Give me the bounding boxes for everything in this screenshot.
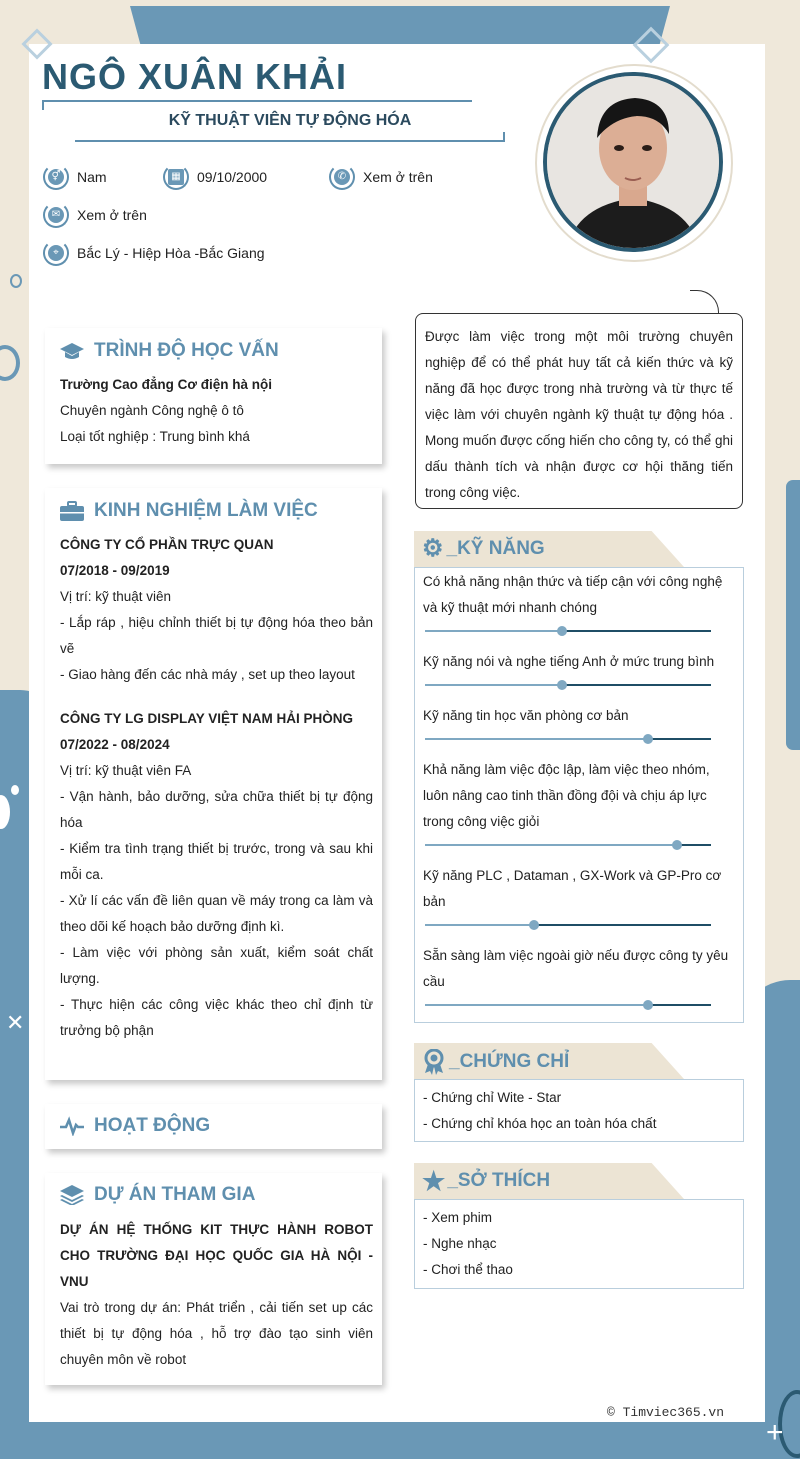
- gear-icon: ⚙: [422, 535, 444, 562]
- experience-body: [60, 532, 373, 1044]
- job-company: CÔNG TY LG DISPLAY VIỆT NAM HẢI PHÒNG: [60, 711, 354, 726]
- skill-bar-dot: [557, 626, 567, 636]
- education-body: [60, 372, 373, 450]
- skill-bar: [425, 738, 711, 740]
- bottom-blob: [0, 1416, 800, 1459]
- activities-heading: [60, 1115, 210, 1137]
- skill-bar-fill: [425, 684, 562, 686]
- award-icon: [422, 1049, 446, 1075]
- skills-box: [414, 567, 744, 1023]
- certificates-title: _CHỨNG CHỈ: [449, 1051, 570, 1072]
- graduation-cap-icon: [60, 341, 84, 361]
- skill-bar-dot: [529, 920, 539, 930]
- skill-bar-dot: [557, 680, 567, 690]
- phone-value: Xem ở trên: [363, 169, 433, 185]
- project-role: Vai trò trong dự án: Phát triển , cải tiến set up các thiết bị tự động hóa , hỗ trợ đào tạo sinh viên chuyên môn về robot: [60, 1300, 373, 1367]
- job-company: CÔNG TY CỔ PHẦN TRỰC QUAN: [60, 537, 274, 552]
- skill-label: Sẵn sàng làm việc ngoài giờ nếu được công ty yêu cầu: [423, 948, 729, 989]
- activities-title: HOẠT ĐỘNG: [94, 1115, 211, 1136]
- job-line: - Xử lí các vấn đề liên quan về máy trong ca làm và theo dõi kế hoạch bảo dưỡng định kì.: [60, 893, 373, 934]
- skills-heading-title: [422, 537, 545, 561]
- birthdate-value: 09/10/2000: [197, 169, 268, 185]
- title-underline-tick: [503, 132, 505, 142]
- phone-info: [329, 164, 433, 190]
- projects-heading: [60, 1184, 255, 1206]
- skill-bar-dot: [672, 840, 682, 850]
- skills-title: _KỸ NĂNG: [446, 538, 545, 559]
- skill-bar-fill: [425, 738, 648, 740]
- briefcase-icon: [60, 501, 84, 521]
- skill-label: Có khả năng nhận thức và tiếp cận với công nghệ và kỹ thuật mới nhanh chóng: [423, 574, 723, 615]
- x-decor-icon: ✕: [6, 1010, 25, 1035]
- layers-icon: [60, 1185, 84, 1205]
- skill-bar-fill: [425, 1004, 648, 1006]
- job-entry: [60, 532, 373, 688]
- hobbies-heading: [414, 1163, 684, 1199]
- name-underline-tick: [42, 100, 44, 110]
- skills-heading: [414, 531, 684, 567]
- job-period: 07/2018 - 09/2019: [60, 563, 170, 578]
- hobby-item: - Chơi thể thao: [423, 1262, 513, 1277]
- experience-title: KINH NGHIỆM LÀM VIỆC: [94, 500, 318, 521]
- title-underline: [75, 140, 505, 142]
- certificates-box: [414, 1079, 744, 1142]
- experience-card: [45, 488, 382, 1080]
- dot-decor: [11, 785, 19, 795]
- job-line: Vị trí: kỹ thuật viên FA: [60, 763, 192, 778]
- job-period: 07/2022 - 08/2024: [60, 737, 170, 752]
- skill-bar: [425, 844, 711, 846]
- graduation-grade: Loại tốt nghiệp : Trung bình khá: [60, 429, 250, 444]
- phone-icon: ✆: [329, 164, 355, 190]
- job-line: - Thực hiện các công việc khác theo chỉ định từ trưởng bộ phận: [60, 997, 373, 1038]
- skill-bar: [425, 1004, 711, 1006]
- major: Chuyên ngành Công nghệ ô tô: [60, 403, 244, 418]
- skill-bar-dot: [643, 1000, 653, 1010]
- hobby-item: - Nghe nhạc: [423, 1236, 497, 1251]
- project-name: DỰ ÁN HỆ THỐNG KIT THỰC HÀNH ROBOT CHO TRƯỜNG ĐẠI HỌC QUỐC GIA HÀ NỘI -VNU: [60, 1222, 373, 1289]
- skill-bar-dot: [643, 734, 653, 744]
- job-line: - Lắp ráp , hiệu chỉnh thiết bị tự động hóa theo bản vẽ: [60, 615, 373, 656]
- portrait-illustration: [547, 76, 719, 248]
- address-info: [43, 240, 265, 266]
- activities-card: [45, 1104, 382, 1149]
- footer-credit: © Timviec365.vn: [607, 1405, 725, 1420]
- education-heading: [60, 340, 279, 362]
- email-info: [43, 202, 147, 228]
- skill-bar-fill: [425, 844, 677, 846]
- profile-photo: [543, 72, 723, 252]
- skill-label: Kỹ năng tin học văn phòng cơ bản: [423, 708, 629, 723]
- calendar-icon: ▦: [163, 164, 189, 190]
- pulse-icon: [60, 1116, 84, 1136]
- plus-decor-icon: +: [766, 1416, 784, 1449]
- skill-label: Kỹ năng nói và nghe tiếng Anh ở mức trung bình: [423, 654, 715, 669]
- email-icon: ✉: [43, 202, 69, 228]
- certificates-heading: [414, 1043, 684, 1079]
- email-value: Xem ở trên: [77, 207, 147, 223]
- address-value: Bắc Lý - Hiệp Hòa -Bắc Giang: [77, 245, 265, 261]
- certificates-heading-title: [422, 1049, 569, 1075]
- job-line: - Làm việc với phòng sản xuất, kiểm soát chất lượng.: [60, 945, 373, 986]
- location-pin-icon: ⌖: [43, 240, 69, 266]
- name-underline: [42, 100, 472, 102]
- gender-icon: ⚥: [43, 164, 69, 190]
- candidate-name: NGÔ XUÂN KHẢI: [42, 56, 348, 97]
- star-icon: ★: [422, 1166, 446, 1196]
- birthdate-info: [163, 164, 267, 190]
- job-line: - Giao hàng đến các nhà máy , set up theo layout: [60, 667, 355, 682]
- skill-bar-fill: [425, 924, 534, 926]
- experience-heading: [60, 500, 318, 522]
- projects-card: [45, 1173, 382, 1385]
- ring-decor: [0, 345, 20, 381]
- skill-label: Kỹ năng PLC , Dataman , GX-Work và GP-Pro cơ bản: [423, 868, 722, 909]
- job-line: - Vận hành, bảo dưỡng, sửa chữa thiết bị tự động hóa: [60, 789, 373, 830]
- job-entry: [60, 706, 373, 1044]
- hobbies-title: _SỞ THÍCH: [447, 1170, 551, 1191]
- objective-bubble: Được làm việc trong một môi trường chuyên nghiệp để có thể phát huy tất cả kiến thức và kỹ năng đã học được trong nhà trường và từ thực tế việc làm với chuyên ngành kỹ thuật tự động hóa . Mong muốn được cống hiến cho công ty, có thể ghi dấu thành tích và nhận được cơ hội thăng tiến trong công việc.: [415, 313, 743, 509]
- right-edge-bar: [786, 480, 800, 750]
- hobby-item: - Xem phim: [423, 1210, 493, 1225]
- hobbies-box: [414, 1199, 744, 1289]
- job-title: KỸ THUẬT VIÊN TỰ ĐỘNG HÓA: [168, 112, 412, 129]
- projects-title: DỰ ÁN THAM GIA: [94, 1184, 256, 1205]
- skill-bar-fill: [425, 630, 562, 632]
- education-title: TRÌNH ĐỘ HỌC VẤN: [94, 340, 279, 361]
- education-card: [45, 328, 382, 464]
- skill-bar: [425, 684, 711, 686]
- gender-info: [43, 164, 107, 190]
- gender-value: Nam: [77, 169, 107, 185]
- certificate-item: - Chứng chỉ Wite - Star: [423, 1090, 562, 1105]
- certificate-item: - Chứng chỉ khóa học an toàn hóa chất: [423, 1116, 657, 1131]
- job-line: Vị trí: kỹ thuật viên: [60, 589, 172, 604]
- job-line: - Kiểm tra tình trạng thiết bị trước, trong và sau khi mỗi ca.: [60, 841, 373, 882]
- skill-bar: [425, 630, 711, 632]
- school-name: Trường Cao đẳng Cơ điện hà nội: [60, 377, 272, 392]
- skill-label: Khả năng làm việc độc lập, làm việc theo nhóm, luôn nâng cao tinh thần đồng đội và chịu áp lực trong công việc giỏi: [423, 762, 710, 829]
- skill-bar: [425, 924, 711, 926]
- hobbies-heading-title: [422, 1166, 551, 1196]
- projects-body: [60, 1217, 373, 1373]
- circle-decor: [10, 274, 22, 288]
